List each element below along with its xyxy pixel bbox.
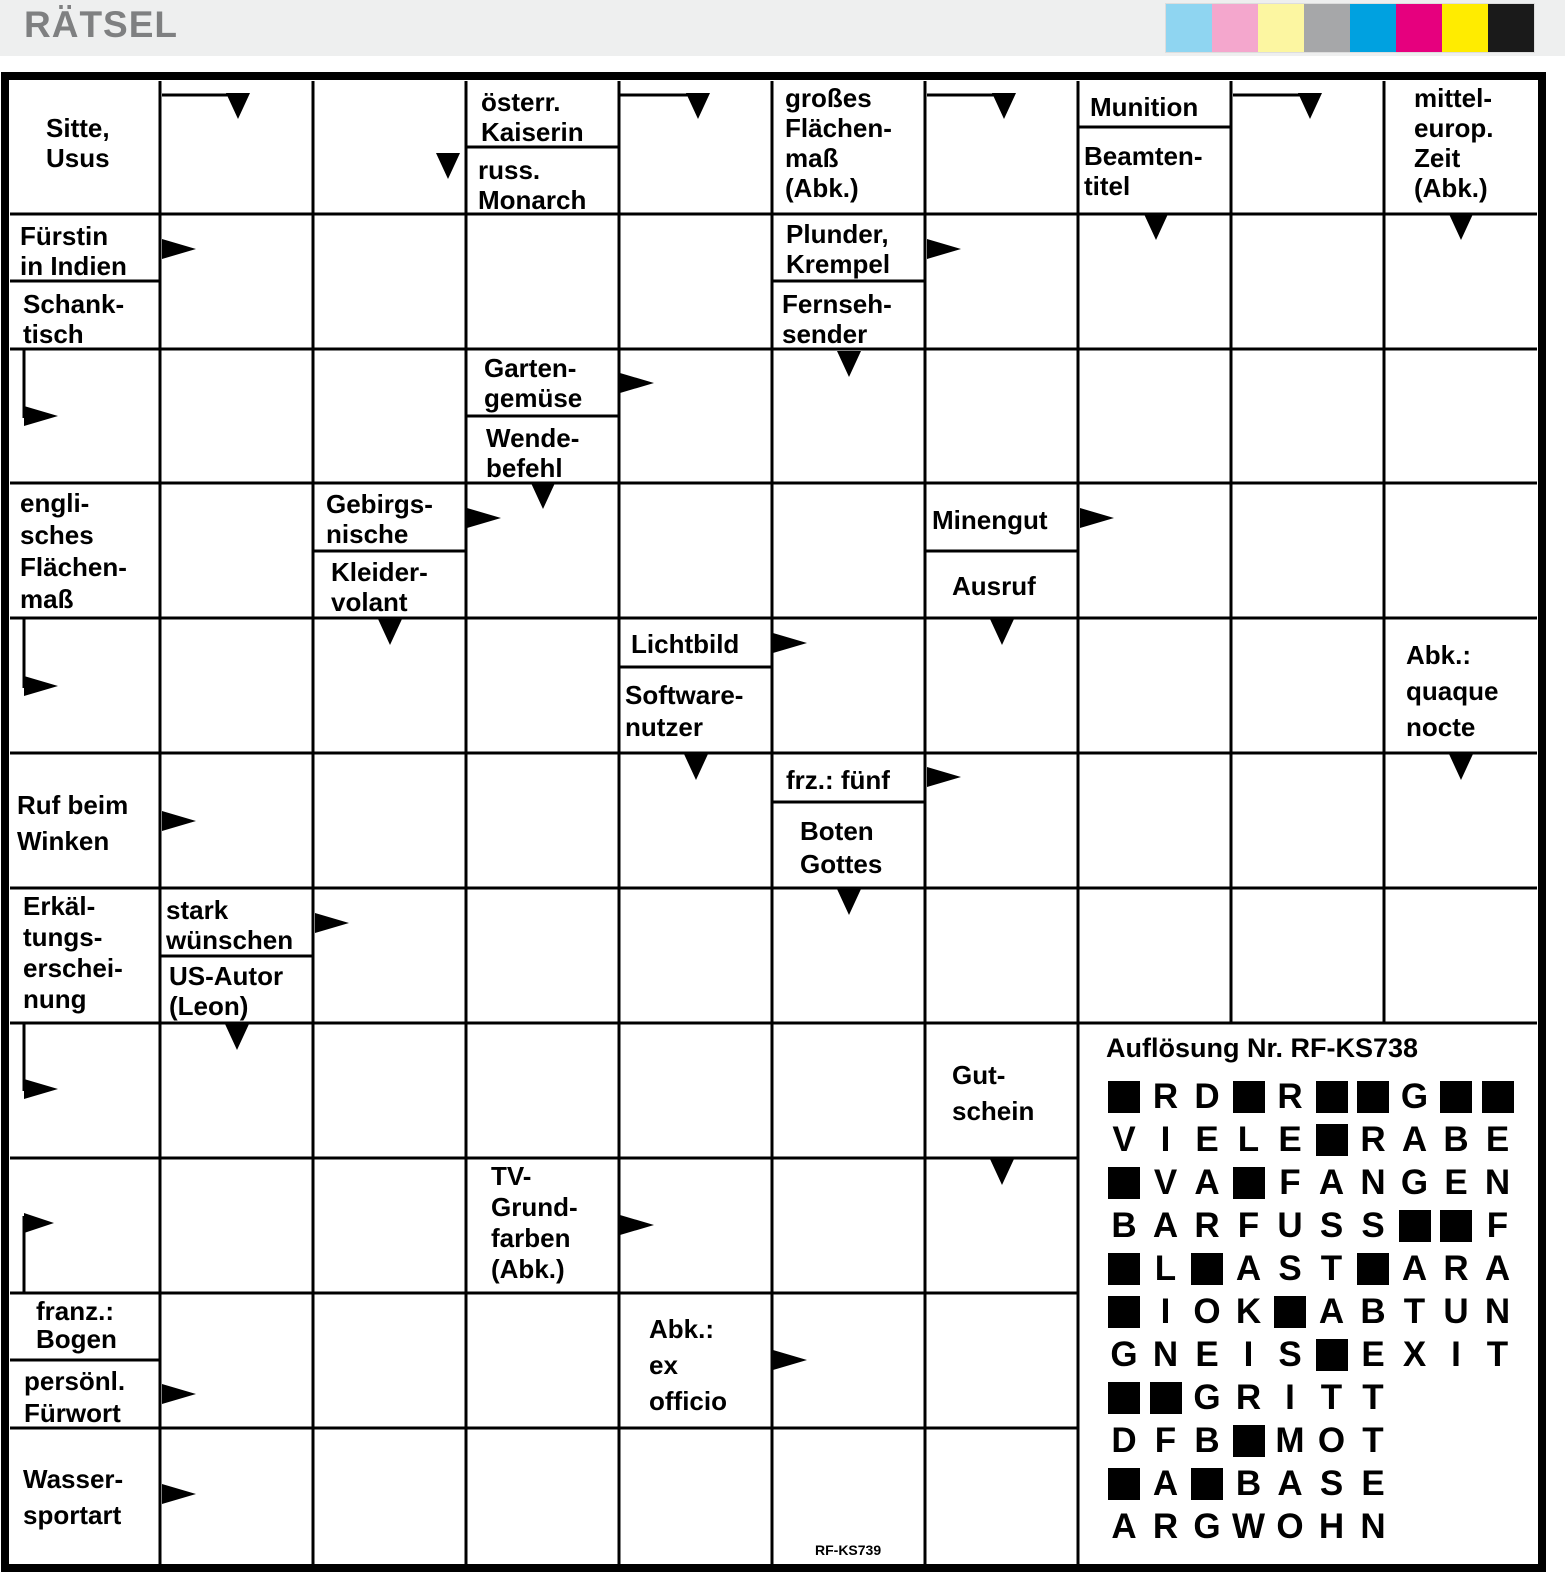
- clue-wendebefehl: Wende- befehl: [486, 423, 580, 483]
- clue-russ-monarch: russ. Monarch: [478, 155, 587, 215]
- black-square: [1108, 1296, 1140, 1328]
- black-square: [1482, 1081, 1514, 1113]
- solution-letter: N: [1484, 1292, 1511, 1331]
- arrow-down-icon: [378, 619, 402, 645]
- solution-letter: O: [1193, 1292, 1221, 1331]
- solution-letter: O: [1317, 1421, 1346, 1460]
- arrow-down-icon: [1449, 754, 1473, 780]
- solution-letter: E: [1278, 1120, 1302, 1159]
- clue-sitte: Sitte, Usus: [46, 113, 110, 173]
- black-square: [1233, 1425, 1265, 1457]
- solution-black-cell: [1231, 1077, 1267, 1117]
- solution-letter: T: [1320, 1249, 1343, 1288]
- solution-letter: U: [1443, 1292, 1469, 1331]
- clue-minengut: Minengut: [932, 505, 1048, 535]
- black-square: [1233, 1167, 1265, 1199]
- solution-black-cell: [1106, 1292, 1142, 1332]
- solution-letter: A: [1401, 1249, 1428, 1288]
- color-swatch: [1304, 4, 1350, 52]
- black-square: [1316, 1081, 1348, 1113]
- arrow-right-icon: [24, 406, 58, 426]
- arrow-right-icon: [24, 1079, 58, 1099]
- solution-letter: G: [1400, 1077, 1429, 1116]
- arrow-right-icon: [620, 373, 654, 393]
- solution-letter: A: [1194, 1163, 1220, 1202]
- solution-letter: A: [1401, 1120, 1428, 1159]
- clue-tv-grundfarben: TV- Grund- farben (Abk.): [491, 1161, 578, 1284]
- solution-letter: R: [1277, 1077, 1303, 1116]
- solution-letter: M: [1275, 1421, 1305, 1460]
- solution-letter: V: [1112, 1120, 1136, 1159]
- arrow-right-icon: [315, 913, 349, 933]
- black-square: [1108, 1167, 1140, 1199]
- solution-letter: A: [1318, 1163, 1345, 1202]
- arrow-right-icon: [24, 676, 58, 696]
- arrow-right-icon: [162, 1484, 196, 1504]
- color-swatch: [1350, 4, 1396, 52]
- solution-letter: R: [1360, 1120, 1386, 1159]
- solution-letter: S: [1361, 1206, 1385, 1245]
- arrow-right-icon: [162, 811, 196, 831]
- solution-letter: I: [1285, 1378, 1295, 1417]
- solution-letter: R: [1443, 1249, 1469, 1288]
- solution-letter: L: [1237, 1120, 1260, 1159]
- solution-letter: I: [1451, 1335, 1461, 1374]
- solution-letter: A: [1277, 1464, 1303, 1503]
- arrow-right-icon: [773, 1350, 807, 1370]
- solution-letter: F: [1486, 1206, 1509, 1245]
- solution-letter: R: [1152, 1507, 1179, 1546]
- arrow-right-icon: [162, 239, 196, 259]
- clue-mitteleurop-zeit: mittel- europ. Zeit (Abk.): [1414, 83, 1494, 203]
- black-square: [1357, 1081, 1389, 1113]
- clue-munition: Munition: [1090, 92, 1199, 122]
- solution-black-cell: [1355, 1077, 1391, 1117]
- solution-letter: H: [1318, 1507, 1345, 1546]
- solution-letter: N: [1152, 1335, 1179, 1374]
- black-square: [1440, 1081, 1472, 1113]
- solution-letter: E: [1485, 1120, 1510, 1159]
- solution-letter: B: [1194, 1421, 1220, 1460]
- solution-black-cell: [1106, 1464, 1142, 1504]
- solution-black-cell: [1314, 1077, 1350, 1117]
- solution-letter: T: [1362, 1378, 1384, 1417]
- clue-grosses-flaechenmass: großes Flächen- maß (Abk.): [785, 83, 892, 203]
- solution-black-cell: [1189, 1249, 1225, 1289]
- arrow-down-icon: [1449, 214, 1473, 240]
- clue-franz-bogen: franz.: Bogen: [36, 1296, 117, 1354]
- clue-softwarenutzer: Software- nutzer: [625, 680, 744, 742]
- solution-letter: E: [1361, 1464, 1385, 1503]
- solution-letter: A: [1318, 1292, 1345, 1331]
- solution-letter: X: [1402, 1335, 1427, 1374]
- solution-letter: T: [1403, 1292, 1426, 1331]
- arrow-down-icon: [1144, 214, 1168, 240]
- page-title: RÄTSEL: [24, 4, 178, 45]
- clue-wassersportart: Wasser- sportart: [23, 1464, 124, 1530]
- solution-letter: L: [1154, 1249, 1177, 1288]
- solution-letter: F: [1279, 1163, 1301, 1202]
- solution-panel: [1092, 1029, 1532, 1574]
- solution-letter: B: [1443, 1120, 1469, 1159]
- clue-boten-gottes: Boten Gottes: [800, 816, 883, 879]
- solution-black-cell: [1106, 1163, 1142, 1203]
- solution-letter: I: [1160, 1292, 1171, 1331]
- solution-letter: S: [1278, 1249, 1302, 1288]
- solution-black-cell: [1231, 1163, 1267, 1203]
- solution-letter: R: [1152, 1077, 1179, 1116]
- color-swatch: [1166, 4, 1212, 52]
- solution-letter: N: [1360, 1507, 1386, 1546]
- solution-letter: B: [1111, 1206, 1137, 1245]
- arrow-down-icon: [992, 93, 1016, 119]
- solution-letter: N: [1360, 1163, 1386, 1202]
- clue-schanktisch: Schank- tisch: [23, 289, 125, 349]
- black-square: [1316, 1124, 1348, 1156]
- solution-letter: G: [1110, 1335, 1138, 1374]
- clue-us-autor: US-Autor (Leon): [169, 961, 284, 1021]
- arrow-down-icon: [990, 1159, 1014, 1185]
- black-square: [1191, 1468, 1223, 1500]
- black-square: [1233, 1081, 1265, 1113]
- puzzle-code: RF-KS739: [815, 1542, 882, 1558]
- black-square: [1399, 1210, 1431, 1242]
- color-swatch: [1396, 4, 1442, 52]
- arrow-right-icon: [927, 239, 961, 259]
- black-square: [1108, 1468, 1140, 1500]
- black-square: [1108, 1382, 1140, 1414]
- clue-fernsehsender: Fernseh- sender: [782, 289, 892, 349]
- solution-letter: T: [1486, 1335, 1509, 1374]
- clue-stark-wuenschen: stark wünschen: [166, 895, 294, 955]
- solution-black-cell: [1106, 1077, 1142, 1117]
- crossword-grid: [0, 71, 1565, 1588]
- solution-letter: A: [1152, 1464, 1179, 1503]
- arrow-down-icon: [837, 351, 861, 377]
- solution-letter: R: [1194, 1206, 1220, 1245]
- arrow-right-icon: [1080, 508, 1114, 528]
- arrow-down-icon: [436, 153, 460, 179]
- solution-black-cell: [1438, 1077, 1474, 1117]
- arrow-right-icon: [773, 633, 807, 653]
- solution-letter: G: [1193, 1378, 1221, 1417]
- arrow-down-icon: [837, 889, 861, 915]
- black-square: [1274, 1296, 1306, 1328]
- arrow-down-icon: [990, 619, 1014, 645]
- clue-gebirgsnische: Gebirgs- nische: [326, 489, 433, 549]
- color-calibration-bar: [1165, 3, 1535, 53]
- solution-letter: A: [1235, 1249, 1262, 1288]
- solution-letter: I: [1243, 1335, 1254, 1374]
- clue-quaque-nocte: Abk.: quaque nocte: [1406, 640, 1499, 742]
- clue-ruf-beim-winken: Ruf beim Winken: [17, 790, 129, 856]
- clue-gutschein: Gut- schein: [952, 1060, 1035, 1126]
- solution-letter: D: [1194, 1077, 1220, 1116]
- solution-letter: D: [1111, 1421, 1137, 1460]
- solution-letter: B: [1235, 1464, 1262, 1503]
- solution-letter: I: [1160, 1120, 1171, 1159]
- solution-letter: F: [1237, 1206, 1260, 1245]
- arrow-down-icon: [225, 1024, 249, 1050]
- black-square: [1150, 1382, 1182, 1414]
- solution-black-cell: [1397, 1206, 1433, 1246]
- clue-ex-officio: Abk.: ex officio: [649, 1314, 727, 1416]
- arrow-right-icon: [927, 767, 961, 787]
- clue-plunder: Plunder, Krempel: [786, 219, 891, 279]
- arrow-right-icon: [620, 1215, 654, 1235]
- clue-frz-fuenf: frz.: fünf: [786, 765, 890, 795]
- arrow-right-icon: [24, 1213, 54, 1233]
- solution-letter: N: [1484, 1163, 1511, 1202]
- black-square: [1108, 1081, 1140, 1113]
- solution-letter: T: [1320, 1378, 1343, 1417]
- black-square: [1316, 1339, 1348, 1371]
- solution-letter: G: [1193, 1507, 1221, 1546]
- clue-kleidervolant: Kleider- volant: [331, 557, 428, 617]
- solution-letter: S: [1319, 1464, 1344, 1503]
- solution-black-cell: [1355, 1249, 1391, 1289]
- arrow-down-icon: [531, 483, 555, 509]
- solution-black-cell: [1106, 1249, 1142, 1289]
- solution-black-cell: [1314, 1120, 1350, 1160]
- arrow-right-icon: [467, 508, 501, 528]
- header-bar: [0, 0, 1565, 56]
- solution-black-cell: [1148, 1378, 1184, 1418]
- arrow-right-icon: [162, 1384, 196, 1404]
- solution-letter: S: [1278, 1335, 1302, 1374]
- solution-letter: F: [1154, 1421, 1177, 1460]
- solution-letter: K: [1235, 1292, 1262, 1331]
- black-square: [1191, 1253, 1223, 1285]
- solution-letter: O: [1276, 1507, 1304, 1546]
- solution-black-cell: [1438, 1206, 1474, 1246]
- clue-ausruf: Ausruf: [952, 571, 1036, 601]
- clue-beamtentitel: Beamten- titel: [1084, 141, 1203, 201]
- solution-letter: T: [1362, 1421, 1384, 1460]
- clue-oesterr-kaiserin: österr. Kaiserin: [481, 87, 584, 147]
- solution-title: Auflösung Nr. RF-KS738: [1106, 1033, 1419, 1063]
- clue-englisches-flaechenmass: engli- sches Flächen- maß: [20, 488, 127, 614]
- solution-black-cell: [1272, 1292, 1308, 1332]
- solution-letter: E: [1444, 1163, 1468, 1202]
- clue-fuerstin: Fürstin in Indien: [20, 221, 127, 281]
- solution-letter: A: [1111, 1507, 1137, 1546]
- clue-lichtbild: Lichtbild: [631, 629, 740, 659]
- solution-letter: E: [1195, 1120, 1219, 1159]
- solution-black-cell: [1189, 1464, 1225, 1504]
- solution-letter: B: [1360, 1292, 1386, 1331]
- black-square: [1440, 1210, 1472, 1242]
- solution-letter: V: [1153, 1163, 1178, 1202]
- solution-letter: R: [1235, 1378, 1262, 1417]
- arrow-down-icon: [686, 93, 710, 119]
- solution-letter: E: [1195, 1335, 1219, 1374]
- arrow-down-icon: [226, 93, 250, 119]
- solution-letter: A: [1152, 1206, 1179, 1245]
- solution-letter: S: [1319, 1206, 1344, 1245]
- clue-erkaeltung: Erkäl- tungs- erschei- nung: [23, 891, 123, 1014]
- black-square: [1357, 1253, 1389, 1285]
- color-swatch: [1258, 4, 1304, 52]
- clue-gartengemuese: Garten- gemüse: [484, 353, 583, 413]
- solution-letter: E: [1361, 1335, 1385, 1374]
- solution-black-cell: [1106, 1378, 1142, 1418]
- solution-letter: G: [1400, 1163, 1429, 1202]
- solution-black-cell: [1314, 1335, 1350, 1375]
- solution-letter: A: [1484, 1249, 1511, 1288]
- solution-letter: U: [1277, 1206, 1303, 1245]
- solution-black-cell: [1480, 1077, 1516, 1117]
- color-swatch: [1212, 4, 1258, 52]
- color-swatch: [1442, 4, 1488, 52]
- black-square: [1108, 1253, 1140, 1285]
- color-swatch: [1488, 4, 1534, 52]
- solution-black-cell: [1231, 1421, 1267, 1461]
- arrow-down-icon: [684, 754, 708, 780]
- arrow-down-icon: [1298, 93, 1322, 119]
- solution-letter: W: [1231, 1507, 1266, 1546]
- clue-persoenl-fuerwort: persönl. Fürwort: [24, 1366, 126, 1428]
